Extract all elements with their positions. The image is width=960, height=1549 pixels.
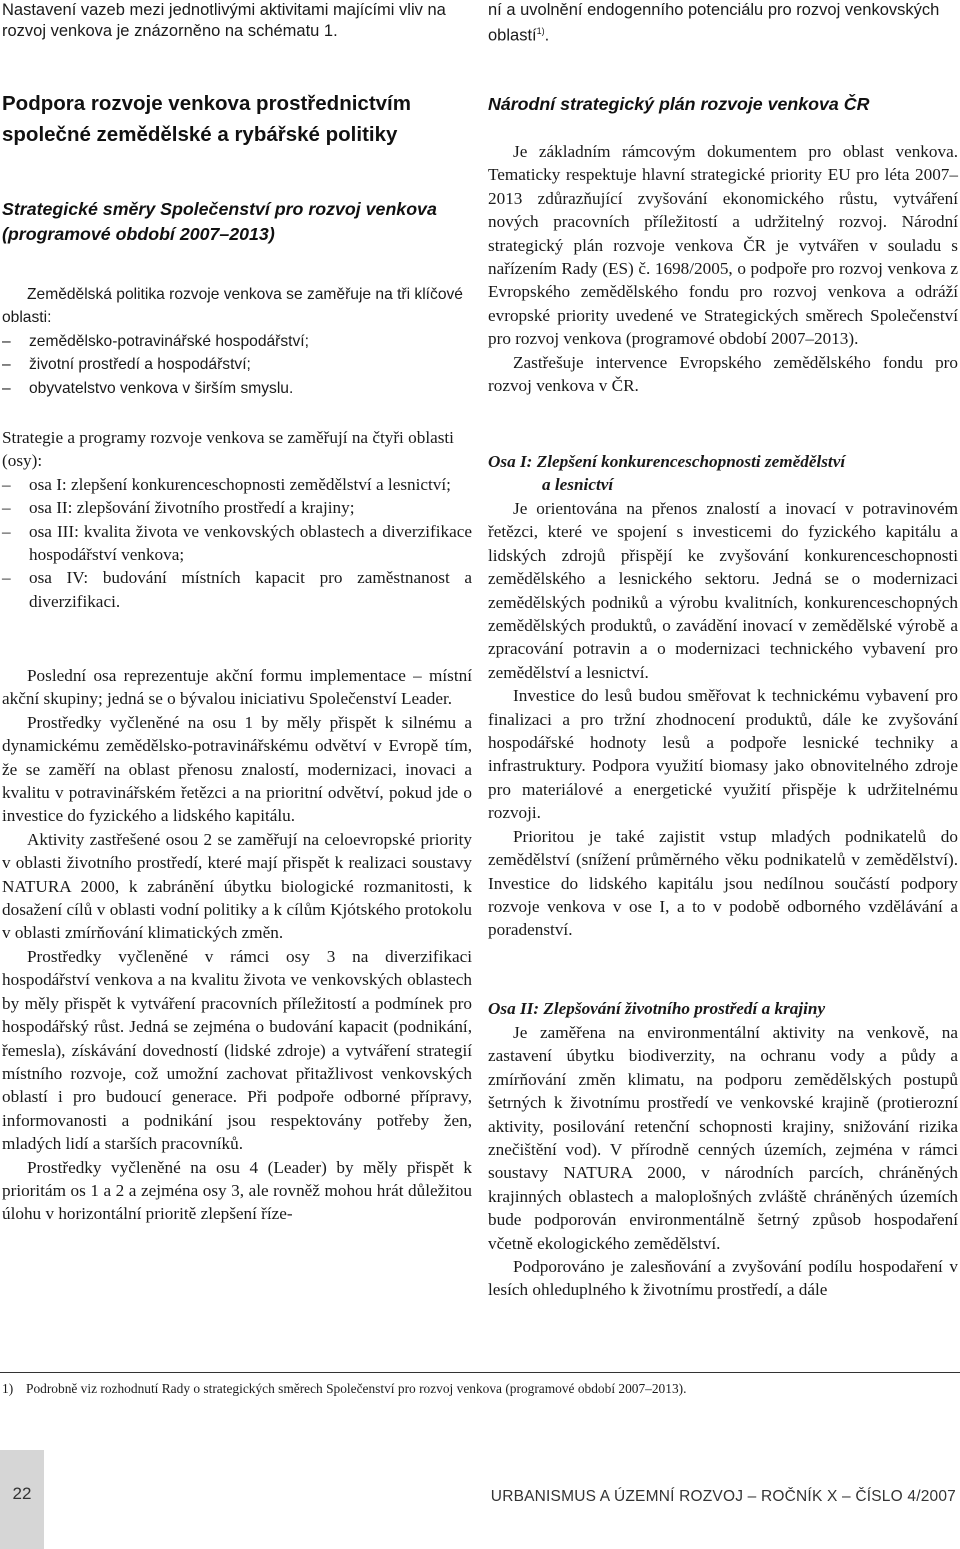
axis-heading xyxy=(488,450,958,497)
axis-heading-line: a lesnictví xyxy=(542,475,614,495)
paragraph: Poslední osa reprezentuje akční formu implementace – místní akční skupiny; jedná se o bývalou iniciativu Společenství Leader. xyxy=(2,666,472,709)
key-areas-list xyxy=(2,330,472,400)
paragraph: Je orientována na přenos znalostí a inovací v potravinovém řetězci, které ve spojení s investicemi do fyzického kapitálu a lidských zdrojů přispějí ke zvyšování konkurenceschopnosti zemědělského a lesnického sektoru. Jedná se o modernizaci zemědělských podniků a výrobu kvalitních, konkurenceschopných zemědělských produktů, o zavádění inovací v zemědělské výrobě a zpracování potravin a o modernizaci technického vybavení pro zemědělství a lesnictví. xyxy=(488,499,958,682)
list-item: – zemědělsko-potravinářské hospodářství; xyxy=(2,330,472,353)
footnote-ref: 1) xyxy=(536,26,545,36)
paragraph: Investice do lesů budou směřovat k technickému vybavení pro finalizaci a pro tržní zhodnocení produktů, dále ke zvyšování hospodářské hodnoty lesů a podpoře lesnické techniky a infrastruktury. Podpora využití biomasy jako obnovitelného zdroje pro materiálové a energetické využití přispěje k udržitelnému rozvoji. xyxy=(488,686,958,823)
list-item: – osa IV: budování místních kapacit pro zaměstnanost a diverzifikaci. xyxy=(2,566,472,613)
paragraph: Je zaměřena na environmentální aktivity na venkově, na zastavení úbytku biodiverzity, na ochranu vody a půdy a zmírňování změn klimatu, na podporu zemědělských postupů šetrných k životnímu prostředí ve venkovské krajině (protierozní aktivity, posilování retenční schopnosti krajiny, snižování rizika znečištění vod). V přírodně cenných územích, zejména v rámci soustavy NATURA 2000, v národních parcích, chráněných krajinných oblastech a maloplošných zvláště chráněných územích bude podporován environmentálně šetrný způsob hospodaření včetně ekologického zemědělství. xyxy=(488,1023,958,1253)
paragraph xyxy=(2,426,472,473)
intro-continuation xyxy=(488,0,958,47)
intro-period: . xyxy=(544,26,550,45)
axis-heading-line: Osa I: Zlepšení konkurenceschopnosti zemědělství xyxy=(488,452,846,471)
paragraph-text: Strategie a programy rozvoje venkova se zaměřují na čtyři oblasti (osy): xyxy=(2,428,454,471)
footnote-number: 1) xyxy=(2,1381,14,1396)
paragraph: Prostředky vyčleněné na osu 4 (Leader) by měly přispět k prioritám os 1 a 2 a zejména osy 3, ale rovněž mohou hrát důležitou úlohu v horizontální prioritě zlepšení říze- xyxy=(2,1157,472,1224)
section-heading: Podpora rozvoje venkova prostřednictvím společné zemědělské a rybářské politiky xyxy=(2,92,411,146)
intro-text: Nastavení vazeb mezi jednotlivými aktivitami majícími vliv na rozvoj venkova je znázorněno na schématu 1. xyxy=(2,1,446,40)
paragraph: Aktivity zastřešené osou 2 se zaměřují na celoevropské priority v oblasti životního prostředí, které mají přispět k realizaci soustavy NATURA 2000, k zabránění úbytku biologické rozmanitosti, k dosažení cílů v oblasti vodní politiky a k cílům Kjótského protokolu v oblasti zmírňování klimatických změn. xyxy=(2,829,472,943)
list-item: – obyvatelstvo venkova v širším smyslu. xyxy=(2,377,472,400)
axis-heading: Osa II: Zlepšování životního prostředí a krajiny xyxy=(488,999,826,1018)
paragraph: Prostředky vyčleněné v rámci osy 3 na diverzifikaci hospodářství venkova a na kvalitu života ve venkovských oblastech by měly přispět k vytváření pracovních příležitostí a podmínek pro hospodářský růst. Jedná se zejména o budování kapacit (podnikání, řemesla), získávání dovedností (lidské zdroje) a vytváření strategií místního rozvoje, což umožní zachovat přitažlivost venkovských oblastí i pro budoucí generace. Při podpoře odborné přípravy, informovanosti a podnikání jsou respektovány potřeby žen, mladých lidí a starších pracovníků. xyxy=(2,946,472,1154)
running-footer: URBANISMUS A ÚZEMNÍ ROZVOJ – ROČNÍK X – ČÍSLO 4/2007 xyxy=(490,1488,956,1505)
list-item: – osa III: kvalita života ve venkovských oblastech a diverzifikace hospodářství venkova; xyxy=(2,520,472,567)
paragraph: Zastřešuje intervence Evropského zemědělského fondu pro rozvoj venkova v ČR. xyxy=(488,352,958,396)
subsection-heading: Strategické směry Společenství pro rozvoj venkova (programové období 2007–2013) xyxy=(2,199,437,244)
footnote-text: Podrobně viz rozhodnutí Rady o strategických směrech Společenství pro rozvoj venkova (programové období 2007–2013). xyxy=(26,1381,687,1396)
section-heading: Národní strategický plán rozvoje venkova ČR xyxy=(488,94,870,114)
paragraph: Podporováno je zalesňování a zvyšování podílu hospodaření v lesích ohleduplného k životnímu prostředí, a dále xyxy=(488,1257,958,1300)
list-item: – osa II: zlepšování životního prostředí a krajiny; xyxy=(2,496,472,519)
page-number: 22 xyxy=(12,1484,32,1503)
paragraph: Zemědělská politika rozvoje venkova se zaměřuje na tři klíčové oblasti: xyxy=(2,286,463,327)
intro-continuation-text: ní a uvolnění endogenního potenciálu pro rozvoj venkovských oblastí xyxy=(488,1,940,45)
list-item: – osa I: zlepšení konkurenceschopnosti zemědělství a lesnictví; xyxy=(2,473,472,496)
paragraph: Je základním rámcovým dokumentem pro oblast venkova. Tematicky respektuje hlavní strategické priority EU pro léta 2007–2013 zdůrazňující zvyšování ekonomického růstu, vytváření nových pracovních příležitostí a udržitelný rozvoj. Národní strategický plán rozvoje venkova ČR je vytvářen v souladu s nařízením Rady (ES) č. 1698/2005, o podpoře pro rozvoj venkova z Evropského zemědělského fondu pro rozvoj venkova a odráží evropské priority uvedené ve Strategických směrech Společenství pro rozvoj venkova (programové období 2007–2013). xyxy=(488,142,958,349)
axes-list xyxy=(2,473,472,613)
list-item: – životní prostředí a hospodářství; xyxy=(2,353,472,376)
paragraph: Prioritou je také zajistit vstup mladých podnikatelů do zemědělství (snížení průměrného věku podnikatelů v zemědělství). Investice do lidského kapitálu jsou nedílnou součástí podpory rozvoje venkova v ose I, a to v podobě odborného vzdělávání a poradenství. xyxy=(488,826,958,940)
footnote xyxy=(2,1380,952,1398)
footnote-divider xyxy=(0,1372,960,1373)
paragraph: Prostředky vyčleněné na osu 1 by měly přispět k silnému a dynamickému zemědělsko-potravinářskému odvětví v Evropě tím, že se zaměří na oblast přenosu znalostí, modernizaci, inovaci a kvalitu v potravinářském řetězci a na prioritní odvětví, pokud jde o investice do fyzického a lidského kapitálu. xyxy=(2,712,472,826)
